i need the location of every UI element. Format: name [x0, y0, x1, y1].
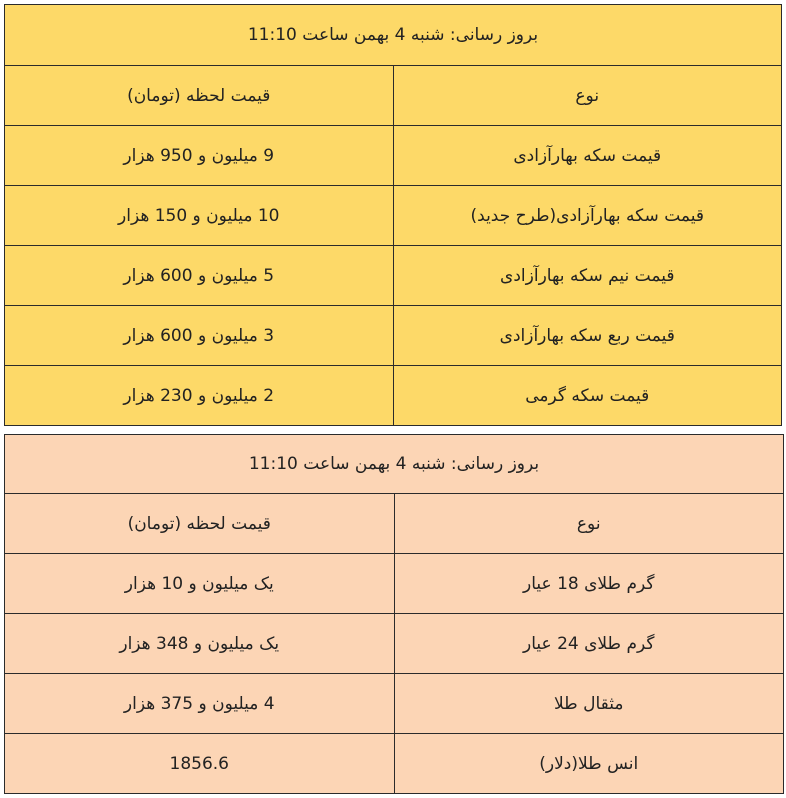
- table-row: [5, 306, 782, 366]
- gold-header-type: نوع: [394, 494, 784, 554]
- coin-type-cell: قیمت نیم سکه بهارآزادی: [393, 246, 782, 306]
- coin-table-update-time: بروز رسانی: شنبه 4 بهمن ساعت 11:10: [5, 5, 782, 66]
- coin-price-cell: 3 میلیون و 600 هزار: [5, 306, 394, 366]
- table-row: [5, 186, 782, 246]
- gold-table-update-time: بروز رسانی: شنبه 4 بهمن ساعت 11:10: [5, 435, 784, 494]
- table-row: [5, 554, 784, 614]
- coin-type-cell: قیمت ربع سکه بهارآزادی: [393, 306, 782, 366]
- gold-type-cell: گرم طلای 18 عیار: [394, 554, 784, 614]
- gold-price-cell: یک میلیون و 348 هزار: [5, 614, 395, 674]
- table-row: [5, 614, 784, 674]
- coin-price-cell: 5 میلیون و 600 هزار: [5, 246, 394, 306]
- gold-type-cell: انس طلا(دلار): [394, 734, 784, 794]
- coin-price-cell: 2 میلیون و 230 هزار: [5, 366, 394, 426]
- coin-type-cell: قیمت سکه بهارآزادی(طرح جدید): [393, 186, 782, 246]
- gold-price-table: [4, 434, 784, 794]
- gold-price-cell: 1856.6: [5, 734, 395, 794]
- gold-header-price: قیمت لحظه (تومان): [5, 494, 395, 554]
- table-row: [5, 366, 782, 426]
- coin-price-cell: 9 میلیون و 950 هزار: [5, 126, 394, 186]
- coin-type-cell: قیمت سکه گرمی: [393, 366, 782, 426]
- coin-table-header-row: [5, 66, 782, 126]
- gold-table-header-row: [5, 494, 784, 554]
- table-row: [5, 674, 784, 734]
- coin-price-cell: 10 میلیون و 150 هزار: [5, 186, 394, 246]
- gold-table-title-row: [5, 435, 784, 494]
- coin-header-type: نوع: [393, 66, 782, 126]
- coin-header-price: قیمت لحظه (تومان): [5, 66, 394, 126]
- gold-price-cell: 4 میلیون و 375 هزار: [5, 674, 395, 734]
- coin-type-cell: قیمت سکه بهارآزادی: [393, 126, 782, 186]
- gold-price-cell: یک میلیون و 10 هزار: [5, 554, 395, 614]
- gold-type-cell: گرم طلای 24 عیار: [394, 614, 784, 674]
- coin-price-table: [4, 4, 782, 426]
- table-row: [5, 126, 782, 186]
- gold-type-cell: مثقال طلا: [394, 674, 784, 734]
- table-row: [5, 246, 782, 306]
- table-row: [5, 734, 784, 794]
- coin-table-title-row: [5, 5, 782, 66]
